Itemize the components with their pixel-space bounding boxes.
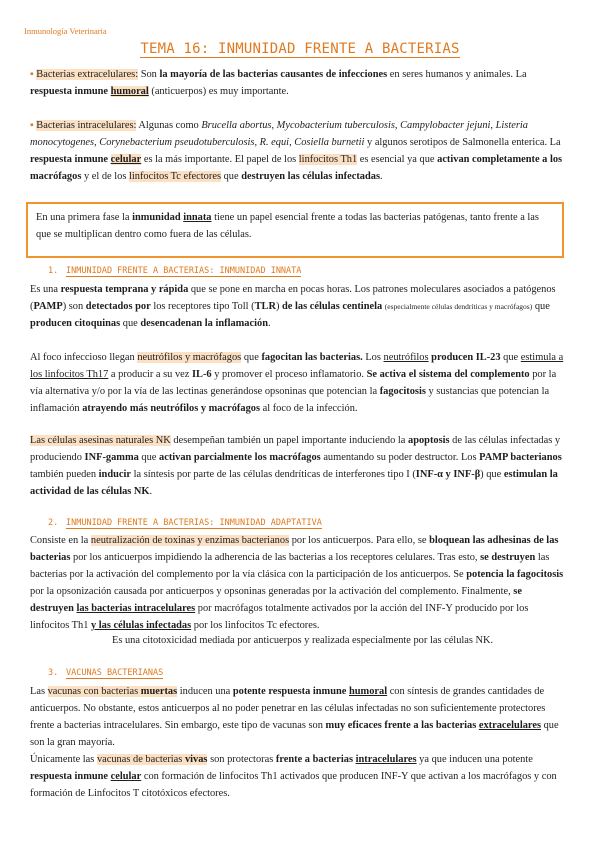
section-heading-1: 1. INMUNIDAD FRENTE A BACTERIAS: INMUNIDAD INNATA	[48, 266, 302, 276]
bullet-icon: ▪	[30, 69, 37, 80]
bullet-icon: ▪	[30, 120, 37, 131]
paragraph-extracelulares: ▪ Bacterias extracelulares: Son la mayoría de las bacterias causantes de infecciones en seres humanos y animales. La respuesta inmune humoral (anticuerpos) es muy importante.	[30, 69, 527, 97]
paragraph-vacunas-2: Únicamente las vacunas de bacterias vivas son protectoras frente a bacterias intracelulares ya que inducen una potente respuesta inmune celular con formación de linfocitos Th1 activados que producen INF-Y que activan a los macrófagos y con formación de Linfocitos T citotóxicos efectores.	[30, 754, 557, 799]
document-header: Inmunología Veterinaria	[24, 26, 107, 36]
paragraph-vacunas-1: Las vacunas con bacterias muertas inducen una potente respuesta inmune humoral con síntesis de grandes cantidades de anticuerpos. No obstante, estos anticuerpos al no poder penetrar en las células infectadas no son suficientemente protectores frente a bacterias intracelulares. Sin embargo, este tipo de vacunas son muy eficaces frente a las bacterias extracelulares que son la gran mayoría.	[30, 686, 559, 748]
paragraph-intracelulares: ▪ Bacterias intracelulares: Algunas como Brucella abortus, Mycobacterium tuberculosis, Campylobacter jejuni, Listeria monocytogenes, Corynebacterium pseudotuberculosis, R. equi, Cosiella burnetii y algunos serotipos de Salmonella enterica. La respuesta inmune celular es la más importante. El papel de los linfocitos Th1 es esencial ya que activan completamente a los macrófagos y el de los linfocitos Tc efectores que destruyen las células infectadas.	[30, 120, 563, 182]
summary-box: En una primera fase la inmunidad innata tiene un papel esencial frente a todas las bacterias patógenas, tanto frente a las que se multiplican dentro como fuera de las células.	[26, 202, 564, 258]
section-heading-3: 3. VACUNAS BACTERIANAS	[48, 668, 164, 678]
section-heading-2: 2. INMUNIDAD FRENTE A BACTERIAS: INMUNIDAD ADAPTATIVA	[48, 518, 322, 528]
paragraph-innata-1: Es una respuesta temprana y rápida que se pone en marcha en pocas horas. Los patrones moleculares asociados a patógenos (PAMP) son detectados por los receptores tipo Toll (TLR) de las células centinela (especialmente células dendríticas y macrófagos) que producen citoquinas que desencadenan la inflamación.	[30, 284, 556, 329]
paragraph-adaptativa-1: Consiste en la neutralización de toxinas y enzimas bacterianos por los anticuerpos. Para ello, se bloquean las adhesinas de las bacterias por los anticuerpos impidiendo la adherencia de las bacterias a los receptores celulares. Tras esto, se destruyen las bacterias por la activación del complemento por la vía clásica con la participación de los anticuerpos. Se potencia la fagocitosis por la opsonización causada por anticuerpos y opsoninas generadas por la activación del complemento. Finalmente, se destruyen las bacterias intracelulares por macrófagos totalmente activados por la acción del INF-Y producido por los linfocitos Th1 y las células infectadas por los linfocitos Tc efectores.	[30, 535, 564, 631]
paragraph-innata-3: Las células asesinas naturales NK desempeñan también un papel importante induciendo la apoptosis de las células infectadas y produciendo INF-gamma que activan parcialmente los macrófagos aumentando su poder destructor. Los PAMP bacterianos también pueden inducir la síntesis por parte de las células dendríticas de interferones tipo I (INF-α y INF-β) que estimulan la actividad de las células NK.	[30, 435, 562, 497]
page-title: TEMA 16: INMUNIDAD FRENTE A BACTERIAS	[140, 41, 460, 57]
paragraph-innata-2: Al foco infeccioso llegan neutrófilos y macrófagos que fagocitan las bacterias. Los neutrófilos producen IL-23 que estimula a los linfocitos Th17 a producir a su vez IL-6 y promover el proceso inflamatorio. Se activa el sistema del complemento por la vía alternativa y/o por la vía de las lectinas generándose opsoninas que potencian la fagocitosis y sustancias que potencian la inflamación atrayendo más neutrófilos y macrófagos al foco de la infección.	[30, 352, 564, 414]
paragraph-adaptativa-2: Es una citotoxicidad mediada por anticuerpos y realizada especialmente por las células NK.	[112, 635, 494, 646]
